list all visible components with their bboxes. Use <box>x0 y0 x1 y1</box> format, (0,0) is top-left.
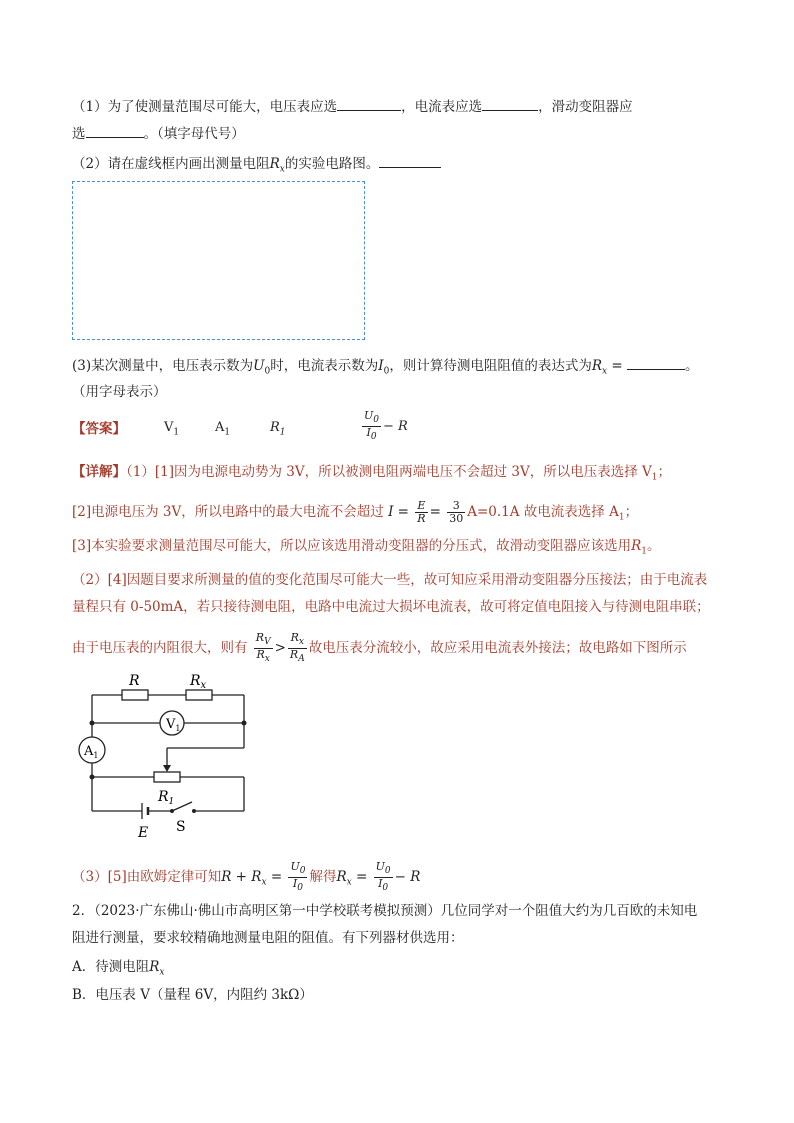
answer-ammeter <box>215 420 230 438</box>
detail-line1-end: ； <box>657 464 671 480</box>
answer-a-sub: 1 <box>224 427 231 438</box>
answer-tail: − R <box>383 419 408 435</box>
detail-line6-text-b: 故电压表分流较小，故应采用电流表外接法；故电路如下图所示 <box>308 640 687 657</box>
resistor-r <box>122 690 148 700</box>
label-v1: $V_1$ <box>166 717 181 733</box>
q2-option-a-sub: x <box>159 967 165 978</box>
q1-part3-text-c: ，则计算待测电阻阻值的表达式为 <box>389 358 592 374</box>
detail-line7-tail: − R <box>394 869 421 886</box>
q1-part3-line <box>72 355 698 381</box>
u0-i0-fraction: $\frac{U_0}{I_0}$ <box>290 860 306 894</box>
detail-line1-sub: 1 <box>651 472 658 483</box>
answer-r-sub: 1 <box>279 427 286 438</box>
greater-than: > <box>274 640 286 657</box>
q2-line1: 2．（2023·广东佛山·佛山市高明区第一中学校联考模拟预测）几位同学对一个阻值大约为几百欧的未知电 <box>72 903 698 919</box>
detail-line6 <box>72 632 687 665</box>
circuit-diagram <box>72 665 262 845</box>
detail-line2-sub: 1 <box>618 512 625 523</box>
voltmeter-answer-blank[interactable] <box>337 96 401 111</box>
detail-line2 <box>72 500 638 527</box>
detail-line2-eq2: = <box>429 504 441 520</box>
answer-r: R <box>270 420 280 435</box>
q1-part2-line <box>72 153 441 179</box>
i0-symbol: I <box>378 358 384 374</box>
frac1-num: E <box>415 500 427 513</box>
detail-line6-text-a: 由于电压表的内阻很大，则有 <box>72 640 248 657</box>
q1-part1-text-b: ，电流表应选 <box>401 99 483 115</box>
expression-answer-blank[interactable] <box>627 355 685 370</box>
q2-option-b: B．电压表 V（量程 6V，内阻约 3kΩ） <box>72 987 313 1003</box>
detail-label: 【详解】 <box>72 464 126 480</box>
answer-expression <box>360 410 408 443</box>
detail-line5: 量程只有 0-50mA，若只接待测电阻，电路中电流过大损坏电流表，故可将定值电阻接入与待测电阻串联； <box>72 599 710 615</box>
q1-part1-text-c: ，滑动变阻器应 <box>538 99 633 115</box>
rx-ra-fraction: $\frac{R_x}{R_A}$ <box>289 631 305 665</box>
label-r: R <box>129 673 140 689</box>
q2-option-a <box>72 958 165 982</box>
answer-frac-den: $I_0$ <box>366 426 377 443</box>
rx-subscript: x <box>279 164 285 175</box>
label-a1: $A_1$ <box>84 744 99 760</box>
u0-symbol: U <box>253 358 265 374</box>
frac1-den: R <box>417 512 426 525</box>
detail-line7-eq1: $R + R_x$ <box>221 869 267 888</box>
detail-line3-text: [3]本实验要求测量范围尽可能大，所以应该选用滑动变阻器的分压式，故滑动变阻器应该选用 <box>72 538 632 554</box>
q1-part3-note <box>72 383 167 401</box>
q2-option-a-symbol: R <box>149 959 160 975</box>
detail-line3-end: 。 <box>647 538 661 554</box>
q1-part1-line1 <box>72 96 633 116</box>
q2-line2: 阻进行测量，要求较精确地测量电阻的阻值。有下列器材供选用： <box>72 930 464 946</box>
q1-part3-text-a: (3)某次测量中，电压表示数为 <box>72 358 254 374</box>
answer-frac-num: $U_0$ <box>364 409 380 426</box>
q1-part1-text-a: （1）为了使测量范围尽可能大，电压表应选 <box>72 99 338 115</box>
detail-line7-text-a: （3）[5]由欧姆定律可知 <box>72 869 222 886</box>
q1-part1-text-e: 。（填字母代号） <box>143 126 245 142</box>
u0-i0-fraction-2: $\frac{U_0}{I_0}$ <box>375 860 391 894</box>
equals-sign: = <box>607 358 627 374</box>
rheostat-answer-blank[interactable] <box>86 123 144 138</box>
q2-option-a-text: A．待测电阻 <box>72 959 150 975</box>
answer-v: V <box>164 420 174 435</box>
detail-line1 <box>72 463 671 487</box>
detail-line2-frac1 <box>415 500 427 525</box>
label-r1: $R_1$ <box>158 789 175 807</box>
frac2-den: 30 <box>449 512 464 525</box>
rx-symbol: R <box>269 156 280 172</box>
label-s: S <box>176 819 186 835</box>
circuit-answer-blank[interactable] <box>379 153 441 168</box>
q1-part3-end: 。 <box>684 358 699 374</box>
slider-arrow <box>163 765 171 772</box>
rx-expr-subscript: x <box>602 366 608 377</box>
q1-part2-text-a: （2）请在虚线框内画出测量电阻 <box>72 156 270 172</box>
i0-subscript: 0 <box>383 366 390 377</box>
answer-v-sub: 1 <box>173 427 180 438</box>
detail-line7-eq3: = <box>351 869 372 886</box>
detail-line2-frac2 <box>447 500 465 525</box>
detail-line4: （2）[4]因题目要求所测量的值的变化范围尽可能大一些，故可知应采用滑动变阻器分压接法；由于电流表 <box>72 572 708 588</box>
detail-line7-eq2: = <box>266 869 287 886</box>
rx-expr-symbol: R <box>591 358 602 374</box>
detail-line1-text: （1）[1]因为电源电动势为 3V，所以被测电阻两端电压不会超过 3V，所以电压表选择 V <box>126 464 652 480</box>
label-e: E <box>138 825 149 841</box>
detail-line2-end: ； <box>624 504 639 520</box>
answer-voltmeter <box>164 420 179 438</box>
circuit-drawing-box[interactable] <box>72 181 365 340</box>
rheostat-r1 <box>154 772 180 782</box>
detail-line3-r: R <box>631 538 642 554</box>
detail-line3 <box>72 537 661 561</box>
q1-part1-text-d: 选 <box>72 126 86 142</box>
q1-part2-text-b: 的实验电路图。 <box>284 156 380 172</box>
ammeter-answer-blank[interactable] <box>482 96 538 111</box>
detail-line7-rx: $R_x$ <box>336 869 352 888</box>
q1-part1-line2 <box>72 123 245 143</box>
label-rx: $R_x$ <box>190 673 207 691</box>
resistor-rx <box>186 690 212 700</box>
switch-s <box>172 802 192 811</box>
detail-line7-text-b: 解得 <box>309 869 337 886</box>
answer-fraction <box>362 410 381 443</box>
frac2-num: 3 <box>447 500 465 513</box>
u0-subscript: 0 <box>264 366 271 377</box>
detail-line7 <box>72 861 420 894</box>
answer-a: A <box>215 420 225 435</box>
q1-part3-text-b: 时，电流表示数为 <box>270 358 379 374</box>
rv-rx-fraction: $\frac{R_V}{R_x}$ <box>255 631 271 665</box>
answer-rheostat <box>270 420 286 438</box>
answer-label: 【答案】 <box>72 421 126 437</box>
detail-line2-text-a: [2]电源电压为 3V，所以电路中的最大电流不会超过 <box>72 504 384 520</box>
detail-line3-sub: 1 <box>641 546 648 557</box>
detail-line2-eq1: I = <box>388 504 409 520</box>
q1-part3-note-text: （用字母表示） <box>72 384 167 400</box>
detail-line2-text-b: A=0.1A 故电流表选择 A <box>467 504 619 520</box>
